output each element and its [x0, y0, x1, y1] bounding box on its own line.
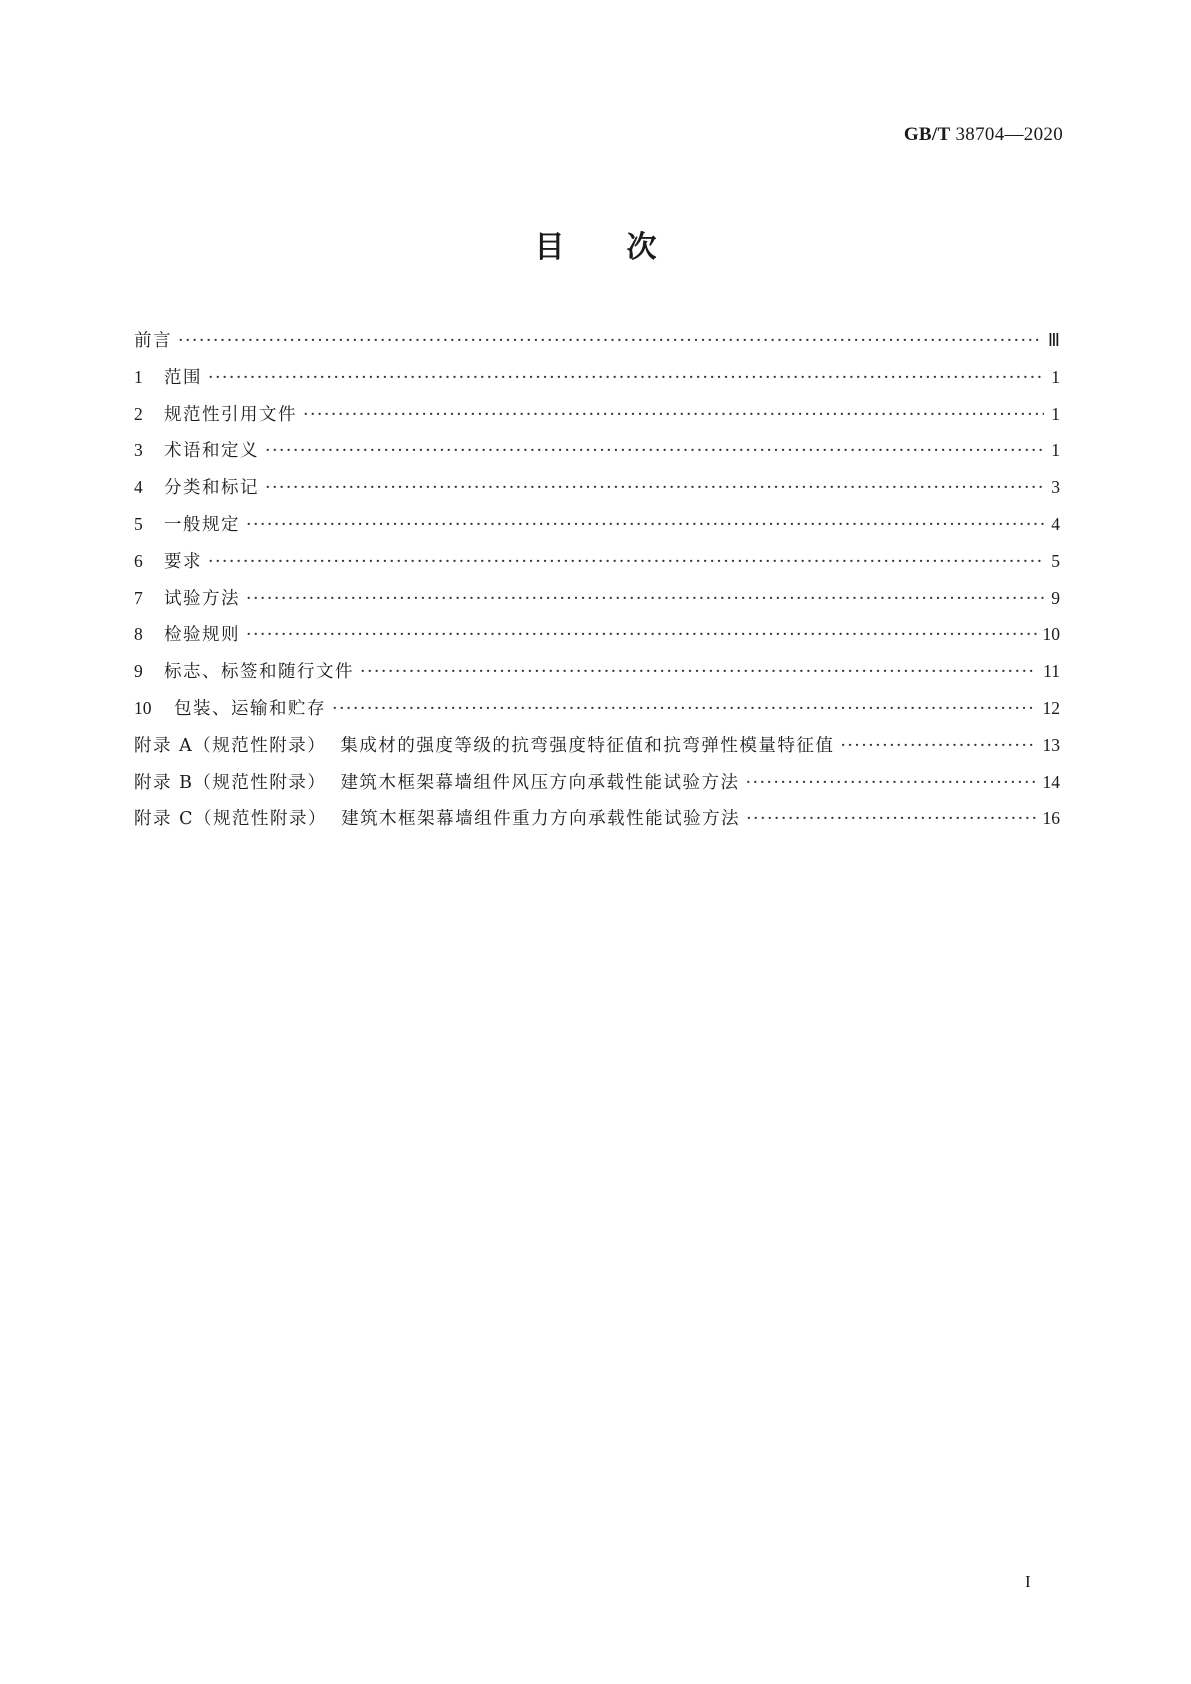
- toc-leader-dots: [178, 323, 1042, 360]
- toc-entry-page: 1: [1051, 440, 1060, 461]
- toc-entry-page: Ⅲ: [1047, 330, 1060, 350]
- toc-entry-page: 11: [1043, 661, 1060, 682]
- toc-entry-page: 5: [1051, 550, 1060, 571]
- toc-entry-title: 附录 B（规范性附录） 建筑木框架幕墙组件风压方向承载性能试验方法: [134, 772, 740, 793]
- title-char-2: 次: [626, 230, 657, 265]
- toc-leader-dots: [332, 691, 1037, 728]
- toc-entry-page: 12: [1042, 697, 1060, 718]
- page-title: [0, 222, 1191, 266]
- toc-entry-title: 要求: [164, 551, 202, 572]
- toc-entry-number: 10: [134, 697, 152, 718]
- toc-entry-title: 术语和定义: [164, 441, 259, 462]
- toc-entry-title: 附录 C（规范性附录） 建筑木框架幕墙组件重力方向承载性能试验方法: [134, 809, 741, 830]
- title-char-1: 目: [534, 230, 565, 265]
- toc-leader-dots: [303, 397, 1044, 434]
- toc-leader-dots: [246, 507, 1044, 544]
- toc-entry-page: 14: [1042, 771, 1060, 792]
- toc-entry-title: 检验规则: [164, 625, 240, 646]
- toc-entry-title: 前言: [134, 331, 172, 351]
- page-number: I: [1025, 1572, 1031, 1591]
- toc-leader-dots: [208, 360, 1044, 397]
- toc-entry-page: 9: [1051, 587, 1060, 608]
- toc-entry-title: 一般规定: [164, 514, 240, 535]
- toc-entry-number: 6: [134, 550, 143, 571]
- toc-entry-5[interactable]: [134, 506, 1060, 543]
- toc-entry-7[interactable]: [134, 580, 1060, 617]
- toc-entry-number: 5: [134, 513, 143, 534]
- toc-entry-number: 4: [134, 477, 143, 498]
- toc-entry-title: 规范性引用文件: [164, 404, 297, 425]
- toc-entry-title: 包装、运输和贮存: [174, 698, 326, 719]
- toc-entry-page: 4: [1051, 513, 1060, 534]
- toc-entry-title: 附录 A（规范性附录） 集成材的强度等级的抗弯强度特征值和抗弯弹性模量特征值: [134, 735, 835, 756]
- toc-entry-appendix-a[interactable]: [134, 727, 1060, 764]
- toc-entry-2[interactable]: [134, 396, 1060, 433]
- toc-entry-number: 8: [134, 624, 143, 645]
- toc-entry-page: 16: [1042, 808, 1060, 829]
- toc-entry-10[interactable]: [134, 690, 1060, 727]
- toc-entry-page: 10: [1042, 624, 1060, 645]
- toc-entry-foreword[interactable]: [134, 322, 1060, 359]
- toc-entry-page: 3: [1051, 477, 1060, 498]
- toc-entry-6[interactable]: [134, 543, 1060, 580]
- standard-code: [904, 124, 1063, 146]
- toc-entry-title: 标志、标签和随行文件: [164, 662, 354, 683]
- toc-leader-dots: [360, 654, 1037, 691]
- toc-entry-8[interactable]: [134, 616, 1060, 653]
- toc-entry-number: 1: [134, 366, 143, 387]
- toc-entry-number: 3: [134, 440, 143, 461]
- toc-entry-4[interactable]: [134, 469, 1060, 506]
- toc-entry-9[interactable]: [134, 653, 1060, 690]
- toc-entry-number: 2: [134, 403, 143, 424]
- toc-entry-3[interactable]: [134, 432, 1060, 469]
- toc-entry-page: 13: [1042, 734, 1060, 755]
- toc-leader-dots: [246, 581, 1044, 618]
- toc-leader-dots: [746, 765, 1037, 802]
- toc-entry-page: 1: [1051, 366, 1060, 387]
- standard-prefix: GB/T: [903, 124, 951, 145]
- toc-entry-title: 范围: [164, 367, 202, 388]
- toc-leader-dots: [208, 544, 1044, 581]
- toc-leader-dots: [840, 728, 1036, 765]
- toc-leader-dots: [746, 801, 1036, 838]
- toc-leader-dots: [265, 470, 1044, 507]
- toc-entry-title: 分类和标记: [164, 478, 259, 499]
- table-of-contents: [134, 322, 1060, 837]
- toc-entry-appendix-c[interactable]: [134, 800, 1060, 837]
- toc-entry-number: 7: [134, 587, 143, 608]
- toc-leader-dots: [246, 617, 1037, 654]
- toc-entry-page: 1: [1051, 403, 1060, 424]
- toc-entry-title: 试验方法: [164, 588, 240, 609]
- toc-leader-dots: [265, 433, 1044, 470]
- toc-entry-1[interactable]: [134, 359, 1060, 396]
- toc-entry-appendix-b[interactable]: [134, 764, 1060, 801]
- toc-entry-number: 9: [134, 661, 143, 682]
- standard-number: 38704—2020: [955, 124, 1063, 145]
